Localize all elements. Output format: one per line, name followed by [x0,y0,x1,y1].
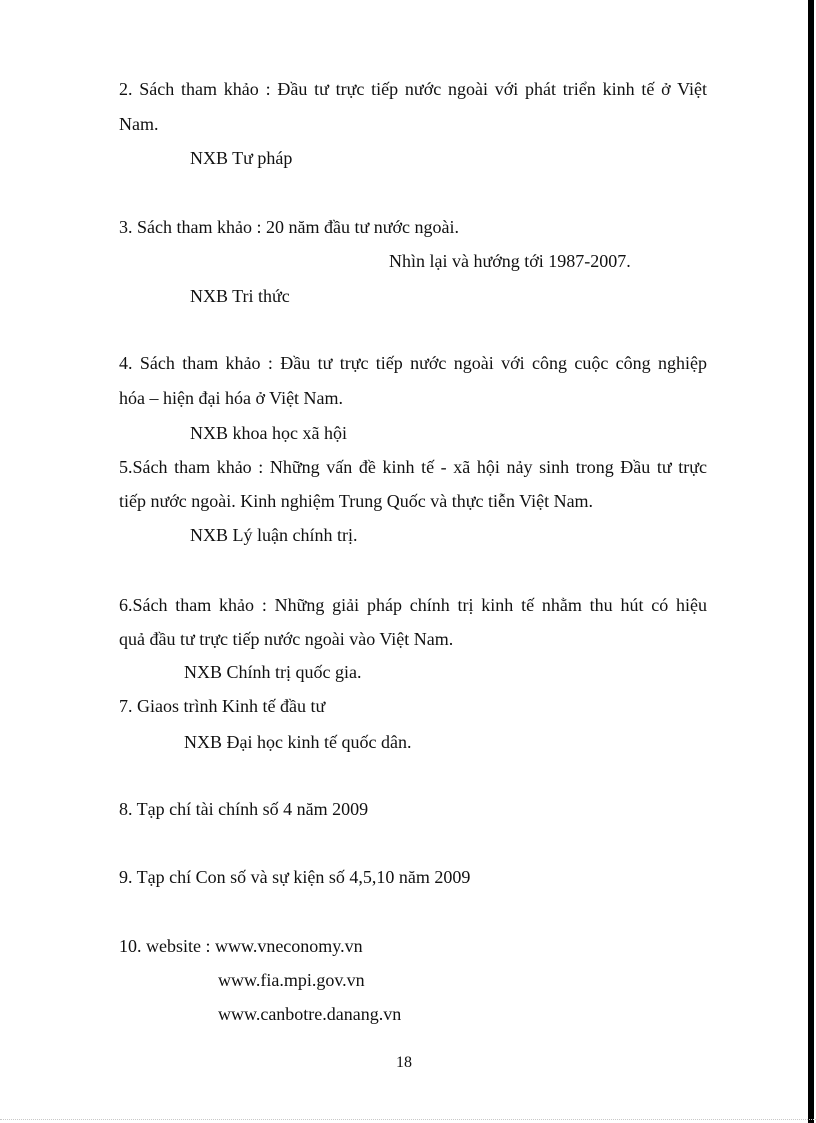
ref-9-line-1: 9. Tạp chí Con số và sự kiện số 4,5,10 năm 2009 [119,867,471,887]
ref-10-line-1: 10. website : www.vneconomy.vn [119,936,363,956]
ref-6-line-1: 6.Sách tham khảo : Những giải pháp chính trị kinh tế nhằm thu hút có hiệu [119,595,707,615]
ref-4-line-1: 4. Sách tham khảo : Đầu tư trực tiếp nước ngoài với công cuộc công nghiệp [119,353,707,373]
ref-3-publisher: NXB Tri thức [190,286,290,306]
ref-8-line-1: 8. Tạp chí tài chính số 4 năm 2009 [119,799,369,819]
ref-10-site-3: www.canbotre.danang.vn [218,1004,402,1024]
ref-3-line-1: 3. Sách tham khảo : 20 năm đầu tư nước ngoài. [119,217,459,237]
ref-2-line-2: Nam. [119,114,159,134]
ref-4-publisher: NXB khoa học xã hội [190,423,347,443]
ref-6-line-2: quả đầu tư trực tiếp nước ngoài vào Việt Nam. [119,629,454,649]
ref-4-line-2: hóa – hiện đại hóa ở Việt Nam. [119,388,344,408]
ref-7-line-1: 7. Giaos trình Kinh tế đầu tư [119,696,326,716]
page-border-bottom [0,1119,816,1120]
ref-3-line-2: Nhìn lại và hướng tới 1987-2007. [389,251,631,271]
ref-2-line-1: 2. Sách tham khảo : Đầu tư trực tiếp nước ngoài với phát triển kinh tế ở Việt [119,79,707,99]
page-number: 18 [396,1054,412,1071]
ref-10-site-2: www.fia.mpi.gov.vn [218,970,365,990]
ref-2-publisher: NXB Tư pháp [190,148,293,168]
ref-5-line-1: 5.Sách tham khảo : Những vấn đề kinh tế - xã hội nảy sinh trong Đầu tư trực [119,457,707,477]
ref-5-line-2: tiếp nước ngoài. Kinh nghiệm Trung Quốc và thực tiễn Việt Nam. [119,491,594,511]
ref-7-publisher: NXB Đại học kinh tế quốc dân. [184,732,412,752]
ref-5-publisher: NXB Lý luận chính trị. [190,525,358,545]
ref-6-publisher: NXB Chính trị quốc gia. [184,662,362,682]
page-border-right [808,0,814,1123]
